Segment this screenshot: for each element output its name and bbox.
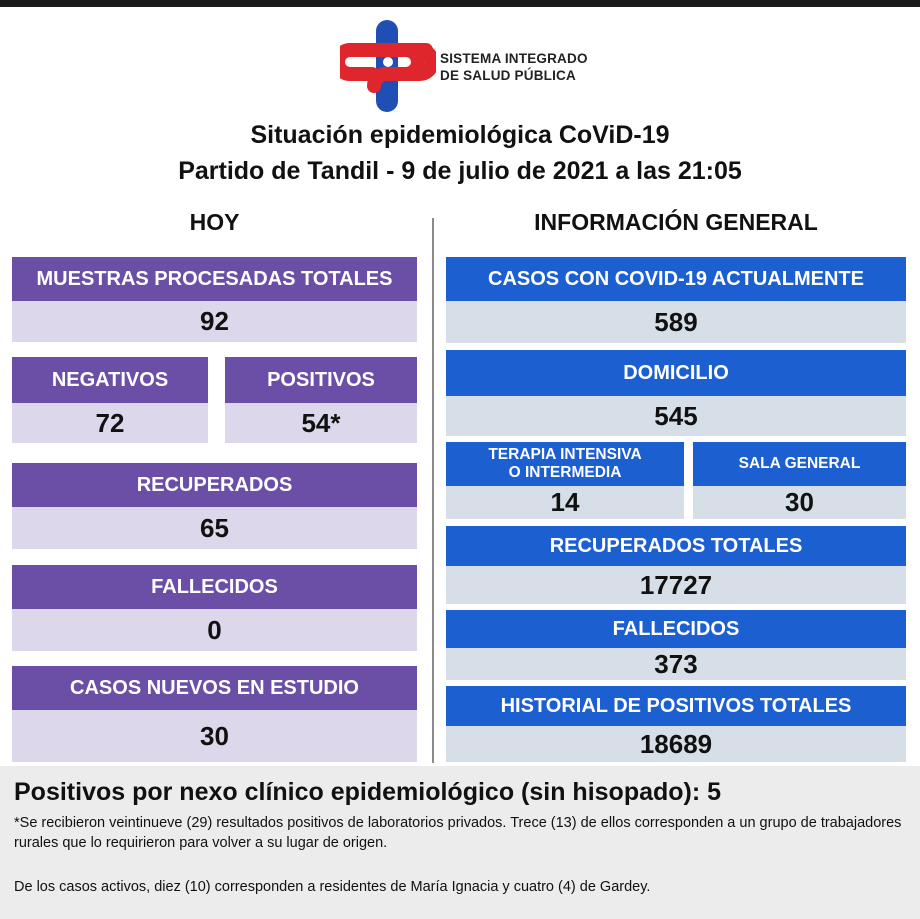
recuperados-value: 65 (12, 507, 417, 549)
positivos-value: 54* (225, 403, 417, 443)
column-divider (432, 218, 434, 763)
footer-title: Positivos por nexo clínico epidemiológico (sin hisopado): 5 (14, 778, 722, 806)
fallecidos-value: 0 (12, 609, 417, 651)
recuperados-totales-label: RECUPERADOS TOTALES (446, 526, 906, 566)
casos-nuevos-label: CASOS NUEVOS EN ESTUDIO (12, 666, 417, 710)
fallecidos-totales-value: 373 (446, 648, 906, 680)
domicilio-value: 545 (446, 396, 906, 436)
general-heading: INFORMACIÓN GENERAL (534, 209, 818, 235)
historial-value: 18689 (446, 726, 906, 762)
negativos-value: 72 (12, 403, 208, 443)
muestras-label: MUESTRAS PROCESADAS TOTALES (12, 257, 417, 301)
hoy-heading: HOY (189, 209, 240, 235)
recuperados-totales-value: 17727 (446, 566, 906, 604)
sala-general-label: SALA GENERAL (693, 442, 906, 486)
logo-line-1: SISTEMA INTEGRADO (440, 51, 588, 66)
recuperados-label: RECUPERADOS (12, 463, 417, 507)
sisp-logo (340, 20, 600, 112)
fallecidos-totales-label: FALLECIDOS (446, 610, 906, 648)
sisp-logo-icon (340, 20, 436, 112)
report-subtitle: Partido de Tandil - 9 de julio de 2021 a las 21:05 (178, 157, 742, 185)
positivos-label: POSITIVOS (225, 357, 417, 403)
casos-nuevos-value: 30 (12, 710, 417, 762)
muestras-value: 92 (12, 301, 417, 342)
logo-line-2: DE SALUD PÚBLICA (440, 68, 576, 83)
report-title: Situación epidemiológica CoViD-19 (250, 121, 670, 149)
terapia-value: 14 (446, 486, 684, 519)
negativos-label: NEGATIVOS (12, 357, 208, 403)
top-bar (0, 0, 920, 7)
fallecidos-label: FALLECIDOS (12, 565, 417, 609)
sala-general-value: 30 (693, 486, 906, 519)
terapia-label-line-1: TERAPIA INTENSIVA (488, 446, 642, 463)
logo-text (440, 50, 588, 84)
domicilio-label: DOMICILIO (446, 350, 906, 396)
terapia-label-line-2: O INTERMEDIA (508, 464, 622, 481)
casos-actuales-label: CASOS CON COVID-19 ACTUALMENTE (446, 257, 906, 301)
footer-note: *Se recibieron veintinueve (29) resultados positivos de laboratorios privados. Trece (13) de ellos corresponden a un grupo de trabajadores rurales que lo requirieron para volver a su lugar de origen. (14, 815, 902, 851)
footer-note-activos: De los casos activos, diez (10) corresponden a residentes de María Ignacia y cuatro (4) de Gardey. (14, 879, 651, 895)
terapia-label (446, 442, 684, 486)
historial-label: HISTORIAL DE POSITIVOS TOTALES (446, 686, 906, 726)
casos-actuales-value: 589 (446, 301, 906, 343)
